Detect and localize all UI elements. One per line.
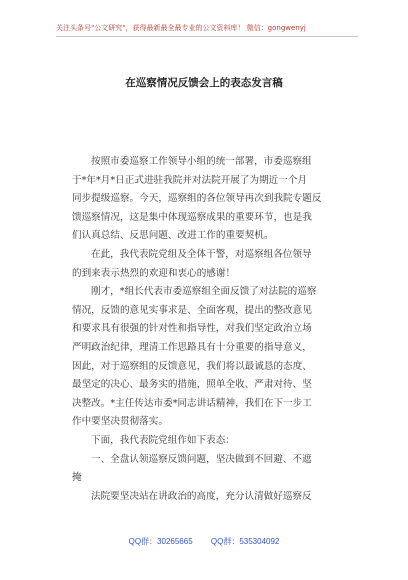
body-line: 馈巡察情况，这是集中体现巡察成果的重要环节，也是我 <box>72 211 312 223</box>
footer-qq-group-2: QQ群：535304092 <box>210 537 280 546</box>
body-line: 在此，我代表院党组及全体干警，对巡察组各位领导 <box>91 248 312 260</box>
body-line: 情况，反馈的意见实事求是、全面客观，提出的整改意见 <box>72 304 312 316</box>
body-line: 掩 <box>72 472 82 484</box>
header-notice: 关注头条号"公文研究"，获得最新最全最专业的公文资料库！ 微信：gongwenyj <box>56 24 306 32</box>
body-line: 严明政治纪律，理清工作思路具有十分重要的指导意义， <box>72 341 312 353</box>
body-line: 同步提级巡察。今天，巡察组的各位领导再次到我院专题反 <box>72 193 322 205</box>
body-line: 们认真总结、反思问题、改进工作的重要契机。 <box>72 230 274 242</box>
body-line: 刚才，*组长代表市委巡察组全面反馈了对法院的巡察 <box>91 286 317 298</box>
body-line: 一、全盘认领巡察反馈问题，坚决做到不回避、不遮 <box>91 453 312 465</box>
document-body <box>72 153 348 506</box>
body-line: 作中要坚决贯彻落实。 <box>72 416 168 428</box>
body-line: 下面，我代表院党组作如下表态： <box>91 434 235 446</box>
header-divider <box>56 36 358 37</box>
body-line: 最坚定的决心、最务实的措施，照单全收、严肃对待、坚 <box>72 379 312 391</box>
footer <box>0 536 408 547</box>
body-line: 和要求具有很强的针对性和指导性，对我们坚定政治立场 <box>72 323 312 335</box>
body-line: 法院要坚决站在讲政治的高度，充分认清做好巡察反 <box>91 490 312 502</box>
body-line: 因此，对于巡察组的反馈意见，我们将以最诚恳的态度、 <box>72 360 312 372</box>
body-line: 于*年*月*日正式进驻我院并对法院开展了为期近一个月 <box>72 174 308 186</box>
body-line: 决整改。*主任传达市委*同志讲话精神，我们在下一步工 <box>72 397 312 409</box>
body-line: 的到来表示热烈的欢迎和衷心的感谢！ <box>72 267 236 279</box>
footer-qq-group-1: QQ群：30265665 <box>128 537 193 546</box>
body-line: 按照市委巡察工作领导小组的统一部署，市委巡察组 <box>91 156 312 167</box>
document-title: 在巡察情况反馈会上的表态发言稿 <box>125 77 283 89</box>
